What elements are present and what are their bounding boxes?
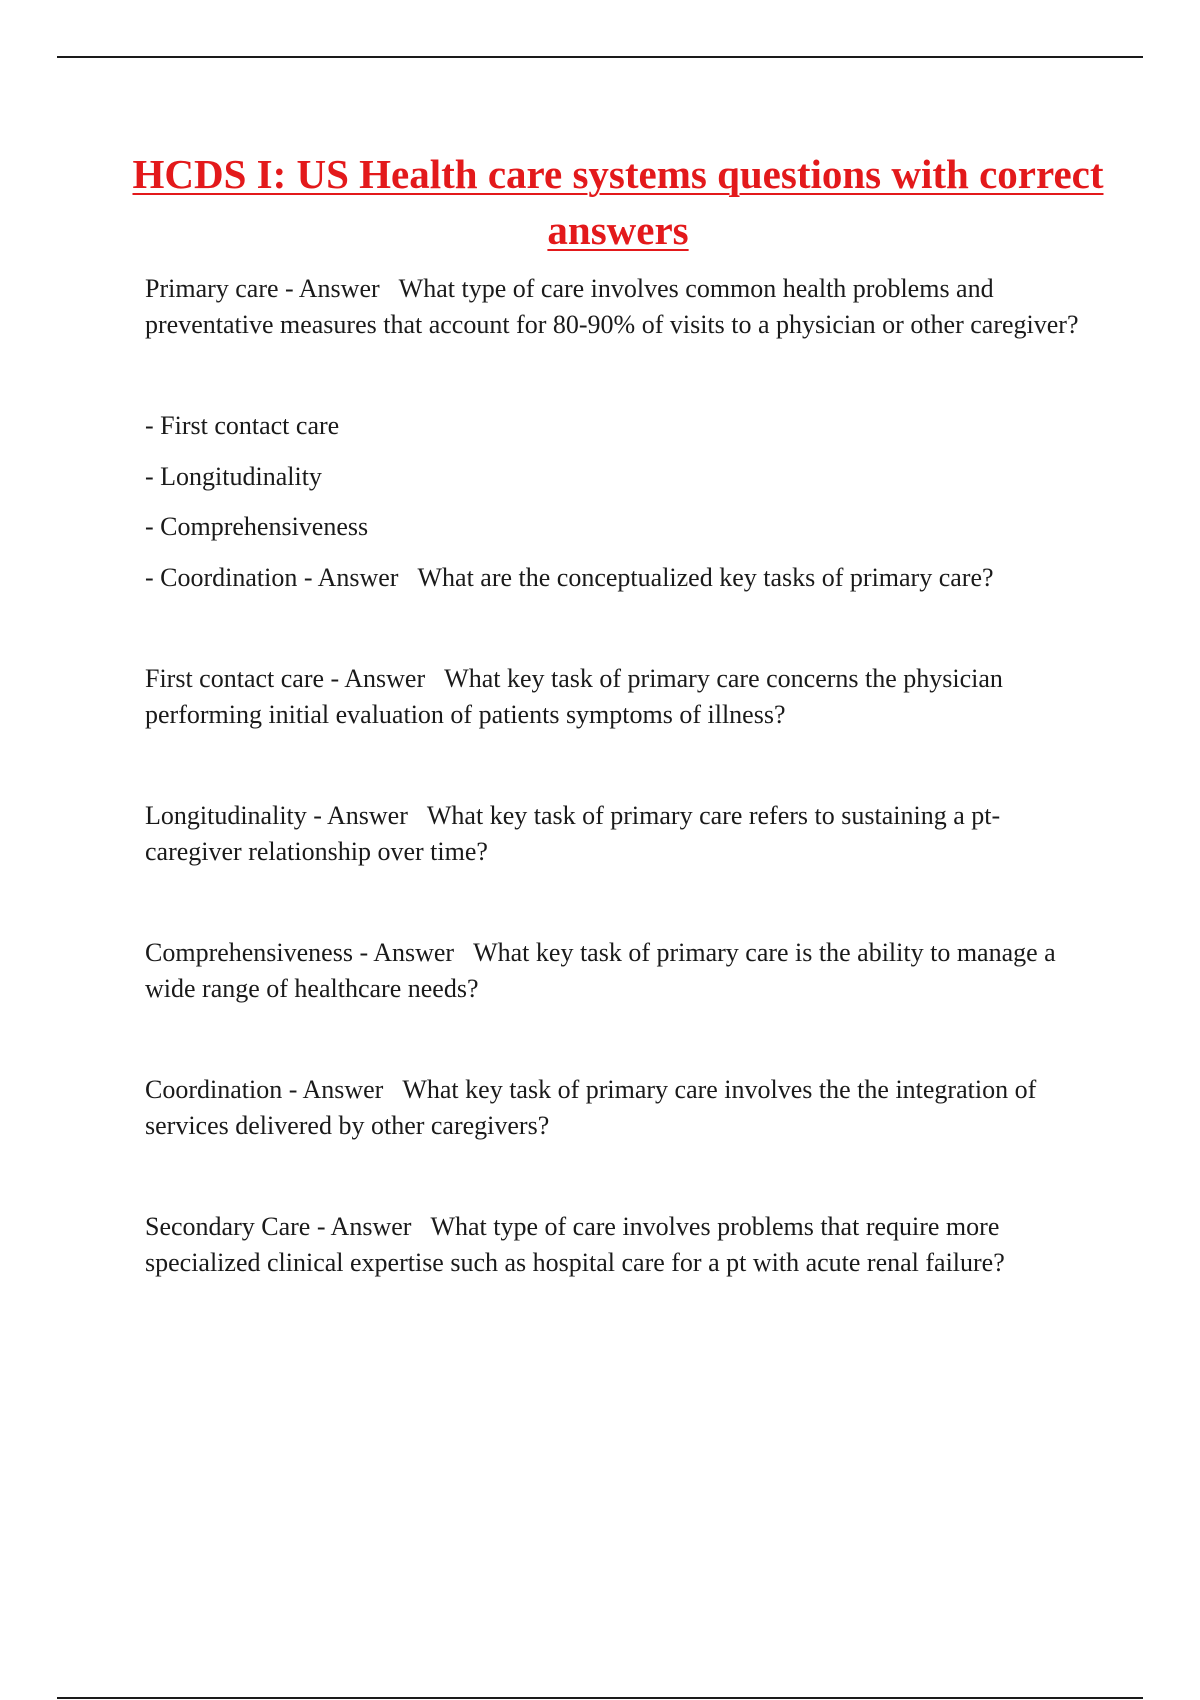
qa-question: What type of care involves problems that require more specialized clinical expertise such as hospital care for a pt with acute renal failure? — [145, 1211, 1006, 1277]
qa-question: What key task of primary care refers to sustaining a pt-caregiver relationship over time? — [145, 800, 1001, 866]
qa-separator: - Answer — [306, 800, 427, 830]
qa-question: What key task of primary care concerns the physician performing initial evaluation of patients symptoms of illness? — [145, 663, 1010, 729]
spacer — [145, 596, 1090, 661]
top-rule — [57, 56, 1143, 58]
qa-entry-key-tasks — [145, 560, 1090, 596]
qa-content — [145, 271, 1090, 1281]
qa-entry-comprehensiveness — [145, 935, 1090, 1007]
qa-term: Coordination — [145, 1074, 283, 1104]
qa-question: What type of care involves common health problems and preventative measures that account for 80-90% of visits to a physician or other caregiver? — [145, 274, 1079, 339]
qa-question: What key task of primary care involves the the integration of services delivered by other caregivers? — [145, 1074, 1043, 1140]
qa-separator: - Answer — [310, 1211, 431, 1241]
document-title: HCDS I: US Health care systems questions with correct answers — [132, 151, 1104, 253]
qa-separator: - Answer — [282, 1074, 403, 1104]
spacer — [145, 343, 1090, 408]
list-item: - First contact care — [145, 411, 340, 440]
qa-entry-longitudinality — [145, 798, 1090, 870]
qa-term: Comprehensiveness — [145, 937, 353, 967]
spacer — [145, 1144, 1090, 1209]
spacer — [145, 870, 1090, 935]
list-item: - Comprehensiveness — [145, 512, 369, 541]
spacer — [145, 733, 1090, 798]
qa-entry-first-contact-care — [145, 661, 1090, 733]
spacer — [145, 1007, 1090, 1072]
bottom-rule — [57, 1697, 1143, 1699]
qa-entry-primary-care — [145, 271, 1090, 343]
qa-question: What key task of primary care is the ability to manage a wide range of healthcare needs? — [145, 937, 1063, 1003]
qa-term: First contact care — [145, 663, 325, 693]
qa-separator: - Answer — [278, 274, 399, 303]
list-item: - Longitudinality — [145, 461, 322, 491]
qa-separator: - Answer — [352, 937, 474, 967]
qa-separator: - Answer — [324, 663, 445, 693]
qa-term: - Coordination — [145, 562, 298, 592]
qa-term: Longitudinality — [145, 800, 307, 830]
qa-entry-secondary-care — [145, 1209, 1090, 1281]
qa-entry-coordination — [145, 1072, 1090, 1144]
qa-term: Primary care — [145, 274, 279, 303]
qa-term: Secondary Care — [145, 1211, 311, 1241]
qa-separator: - Answer — [297, 562, 418, 592]
qa-question: What are the conceptualized key tasks of primary care? — [417, 562, 994, 592]
